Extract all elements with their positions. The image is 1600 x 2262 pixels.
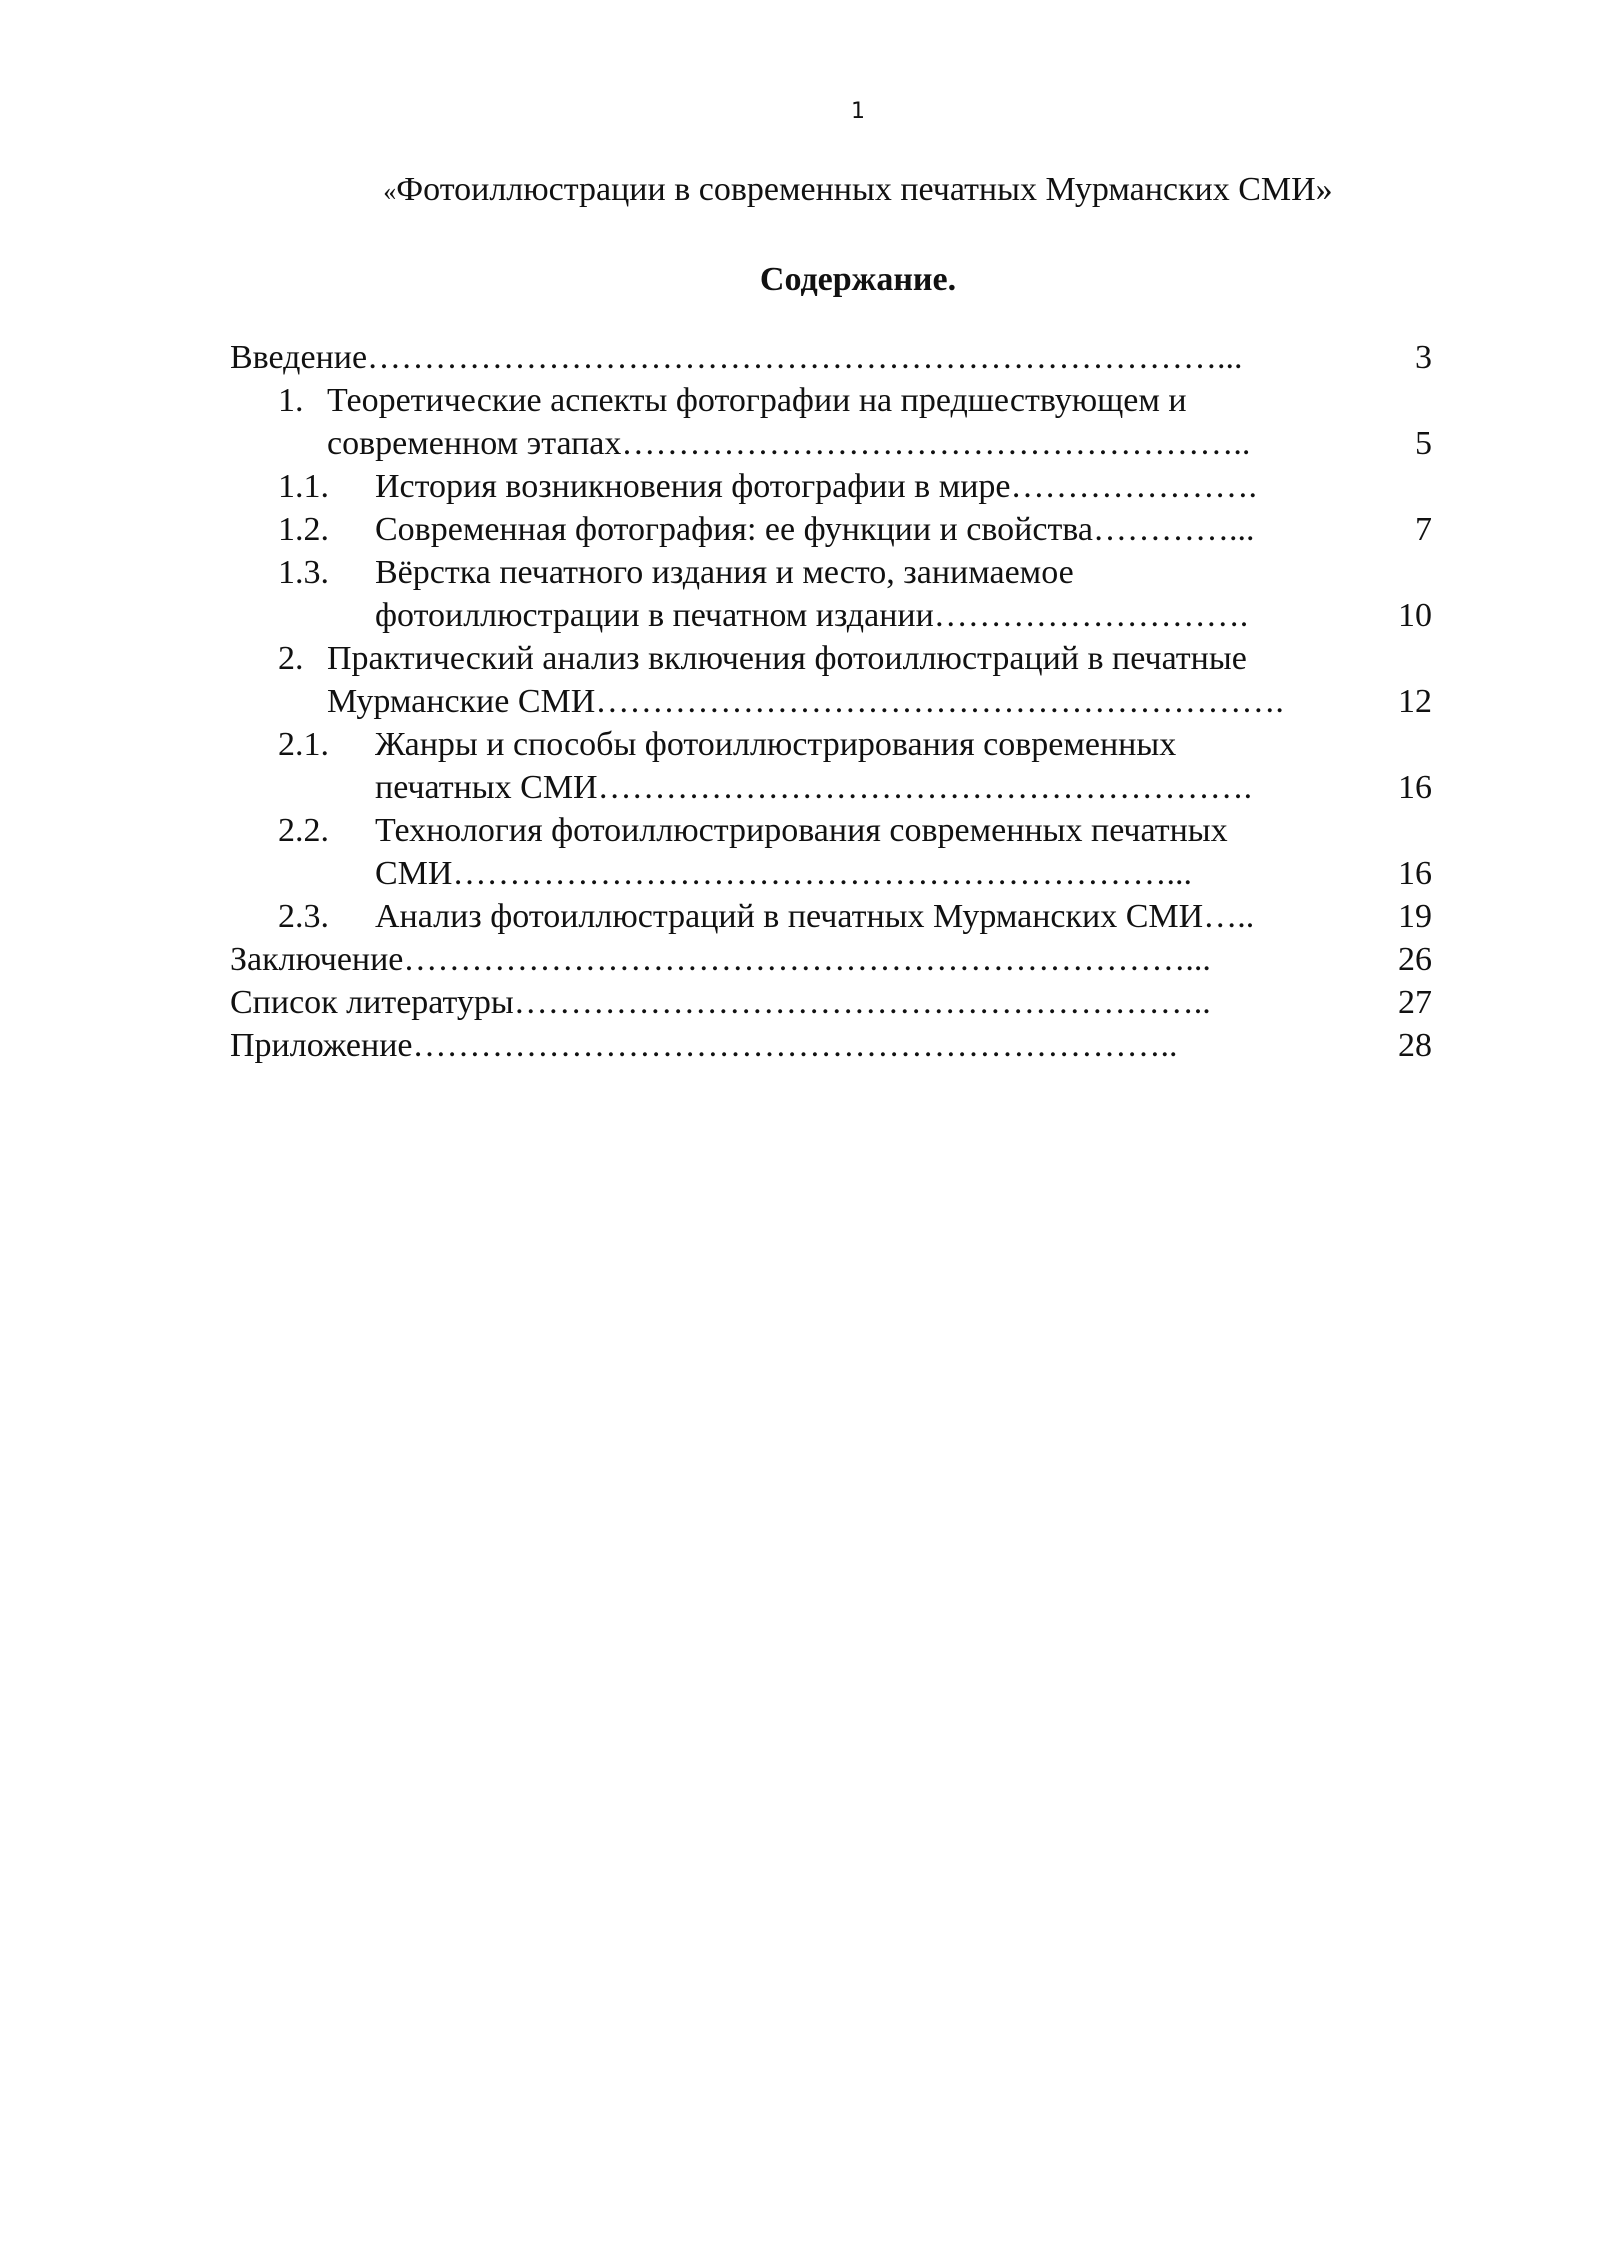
toc-entry-label: Современная фотография: ее функции и свойства xyxy=(375,511,1094,548)
toc-entry-label: Список литературы xyxy=(230,984,514,1021)
toc-entry-number: 2.3. xyxy=(278,898,329,935)
toc-leader-dots: ……………………………………………….. xyxy=(621,425,1251,462)
toc-entry-label: История возникновения фотографии в мире xyxy=(375,468,1011,505)
toc-entry-text xyxy=(230,981,1211,1024)
toc-entry-text xyxy=(230,938,1211,981)
document-title xyxy=(0,168,1600,214)
toc-leader-dots: …………... xyxy=(1093,511,1255,548)
toc-entry-label-continued: СМИ xyxy=(375,855,453,892)
toc-leader-dots: ….. xyxy=(1203,898,1255,935)
toc-leader-dots: …………………………………………………………………... xyxy=(367,339,1243,376)
page-number: 1 xyxy=(851,99,865,124)
toc-entry-introduction[interactable] xyxy=(0,336,1600,379)
toc-entry-section-2-1[interactable] xyxy=(0,723,1600,809)
toc-entry-label: Жанры и способы фотоиллюстрирования современных xyxy=(375,726,1177,763)
toc-entry-section-2-3[interactable] xyxy=(0,895,1600,938)
toc-entry-number: 1.1. xyxy=(278,468,329,505)
toc-entry-references[interactable] xyxy=(0,981,1600,1024)
toc-entry-label: Введение xyxy=(230,339,368,376)
toc-entry-number: 2.2. xyxy=(278,812,329,849)
toc-entry-label: Заключение xyxy=(230,941,404,978)
toc-entry-section-1-1[interactable] xyxy=(0,465,1600,508)
toc-entry-number: 1.3. xyxy=(278,554,329,591)
toc-entry-label-continued: современном этапах xyxy=(327,425,622,462)
toc-entry-text xyxy=(327,422,1250,465)
toc-page-number: 28 xyxy=(1398,1027,1432,1064)
toc-entry-label: Анализ фотоиллюстраций в печатных Мурманских СМИ xyxy=(375,898,1204,935)
toc-entry-section-2-2[interactable] xyxy=(0,809,1600,895)
title-text: Фотоиллюстрации в современных печатных Мурманских СМИ» xyxy=(396,171,1333,208)
title-open-quote: « xyxy=(383,177,397,206)
toc-leader-dots: ………………………………………………………….. xyxy=(412,1027,1178,1064)
toc-entry-label: Приложение xyxy=(230,1027,413,1064)
toc-entry-text xyxy=(375,852,1192,895)
toc-entry-label-continued: Мурманские СМИ xyxy=(327,683,596,720)
toc-entry-text xyxy=(375,895,1254,938)
toc-entry-label: Теоретические аспекты фотографии на предшествующем и xyxy=(327,382,1187,419)
toc-entry-chapter-1[interactable] xyxy=(0,379,1600,465)
toc-entry-text xyxy=(375,508,1255,551)
toc-leader-dots: ………………………. xyxy=(933,597,1249,634)
toc-entry-label-continued: печатных СМИ xyxy=(375,769,598,806)
toc-entry-text xyxy=(375,766,1252,809)
toc-entry-chapter-2[interactable] xyxy=(0,637,1600,723)
toc-entry-text xyxy=(230,336,1243,379)
toc-entry-number: 1. xyxy=(278,382,304,419)
toc-entry-label: Вёрстка печатного издания и место, занимаемое xyxy=(375,554,1074,591)
toc-page-number: 10 xyxy=(1398,597,1432,634)
contents-heading: Содержание. xyxy=(759,261,957,298)
toc-page-number: 3 xyxy=(1415,339,1432,376)
toc-entry-text xyxy=(375,594,1248,637)
toc-page-number: 12 xyxy=(1398,683,1432,720)
toc-leader-dots: ……………………………………………………………... xyxy=(403,941,1211,978)
toc-page-number: 26 xyxy=(1398,941,1432,978)
toc-entry-label: Технология фотоиллюстрирования современных печатных xyxy=(375,812,1228,849)
toc-entry-section-1-3[interactable] xyxy=(0,551,1600,637)
toc-entry-label-continued: фотоиллюстрации в печатном издании xyxy=(375,597,934,634)
toc-entry-text xyxy=(327,680,1284,723)
toc-entry-text xyxy=(375,465,1257,508)
toc-entry-conclusion[interactable] xyxy=(0,938,1600,981)
toc-entry-number: 2.1. xyxy=(278,726,329,763)
toc-entry-label: Практический анализ включения фотоиллюстраций в печатные xyxy=(327,640,1247,677)
toc-leader-dots: …………………………………………………….. xyxy=(513,984,1211,1021)
toc-page-number: 19 xyxy=(1398,898,1432,935)
toc-entry-number: 1.2. xyxy=(278,511,329,548)
table-of-contents xyxy=(0,336,1600,1067)
toc-leader-dots: …………………. xyxy=(1010,468,1258,505)
toc-leader-dots: …………………………………………………. xyxy=(597,769,1253,806)
toc-leader-dots: ………………………………………………………... xyxy=(452,855,1192,892)
toc-page-number: 5 xyxy=(1415,425,1432,462)
toc-page-number: 16 xyxy=(1398,855,1432,892)
toc-entry-appendix[interactable] xyxy=(0,1024,1600,1067)
toc-page-number: 7 xyxy=(1415,511,1432,548)
toc-page-number: 16 xyxy=(1398,769,1432,806)
toc-entry-number: 2. xyxy=(278,640,304,677)
toc-entry-section-1-2[interactable] xyxy=(0,508,1600,551)
toc-entry-text xyxy=(230,1024,1177,1067)
toc-leader-dots: ……………………………………………………. xyxy=(595,683,1284,720)
toc-page-number: 27 xyxy=(1398,984,1432,1021)
